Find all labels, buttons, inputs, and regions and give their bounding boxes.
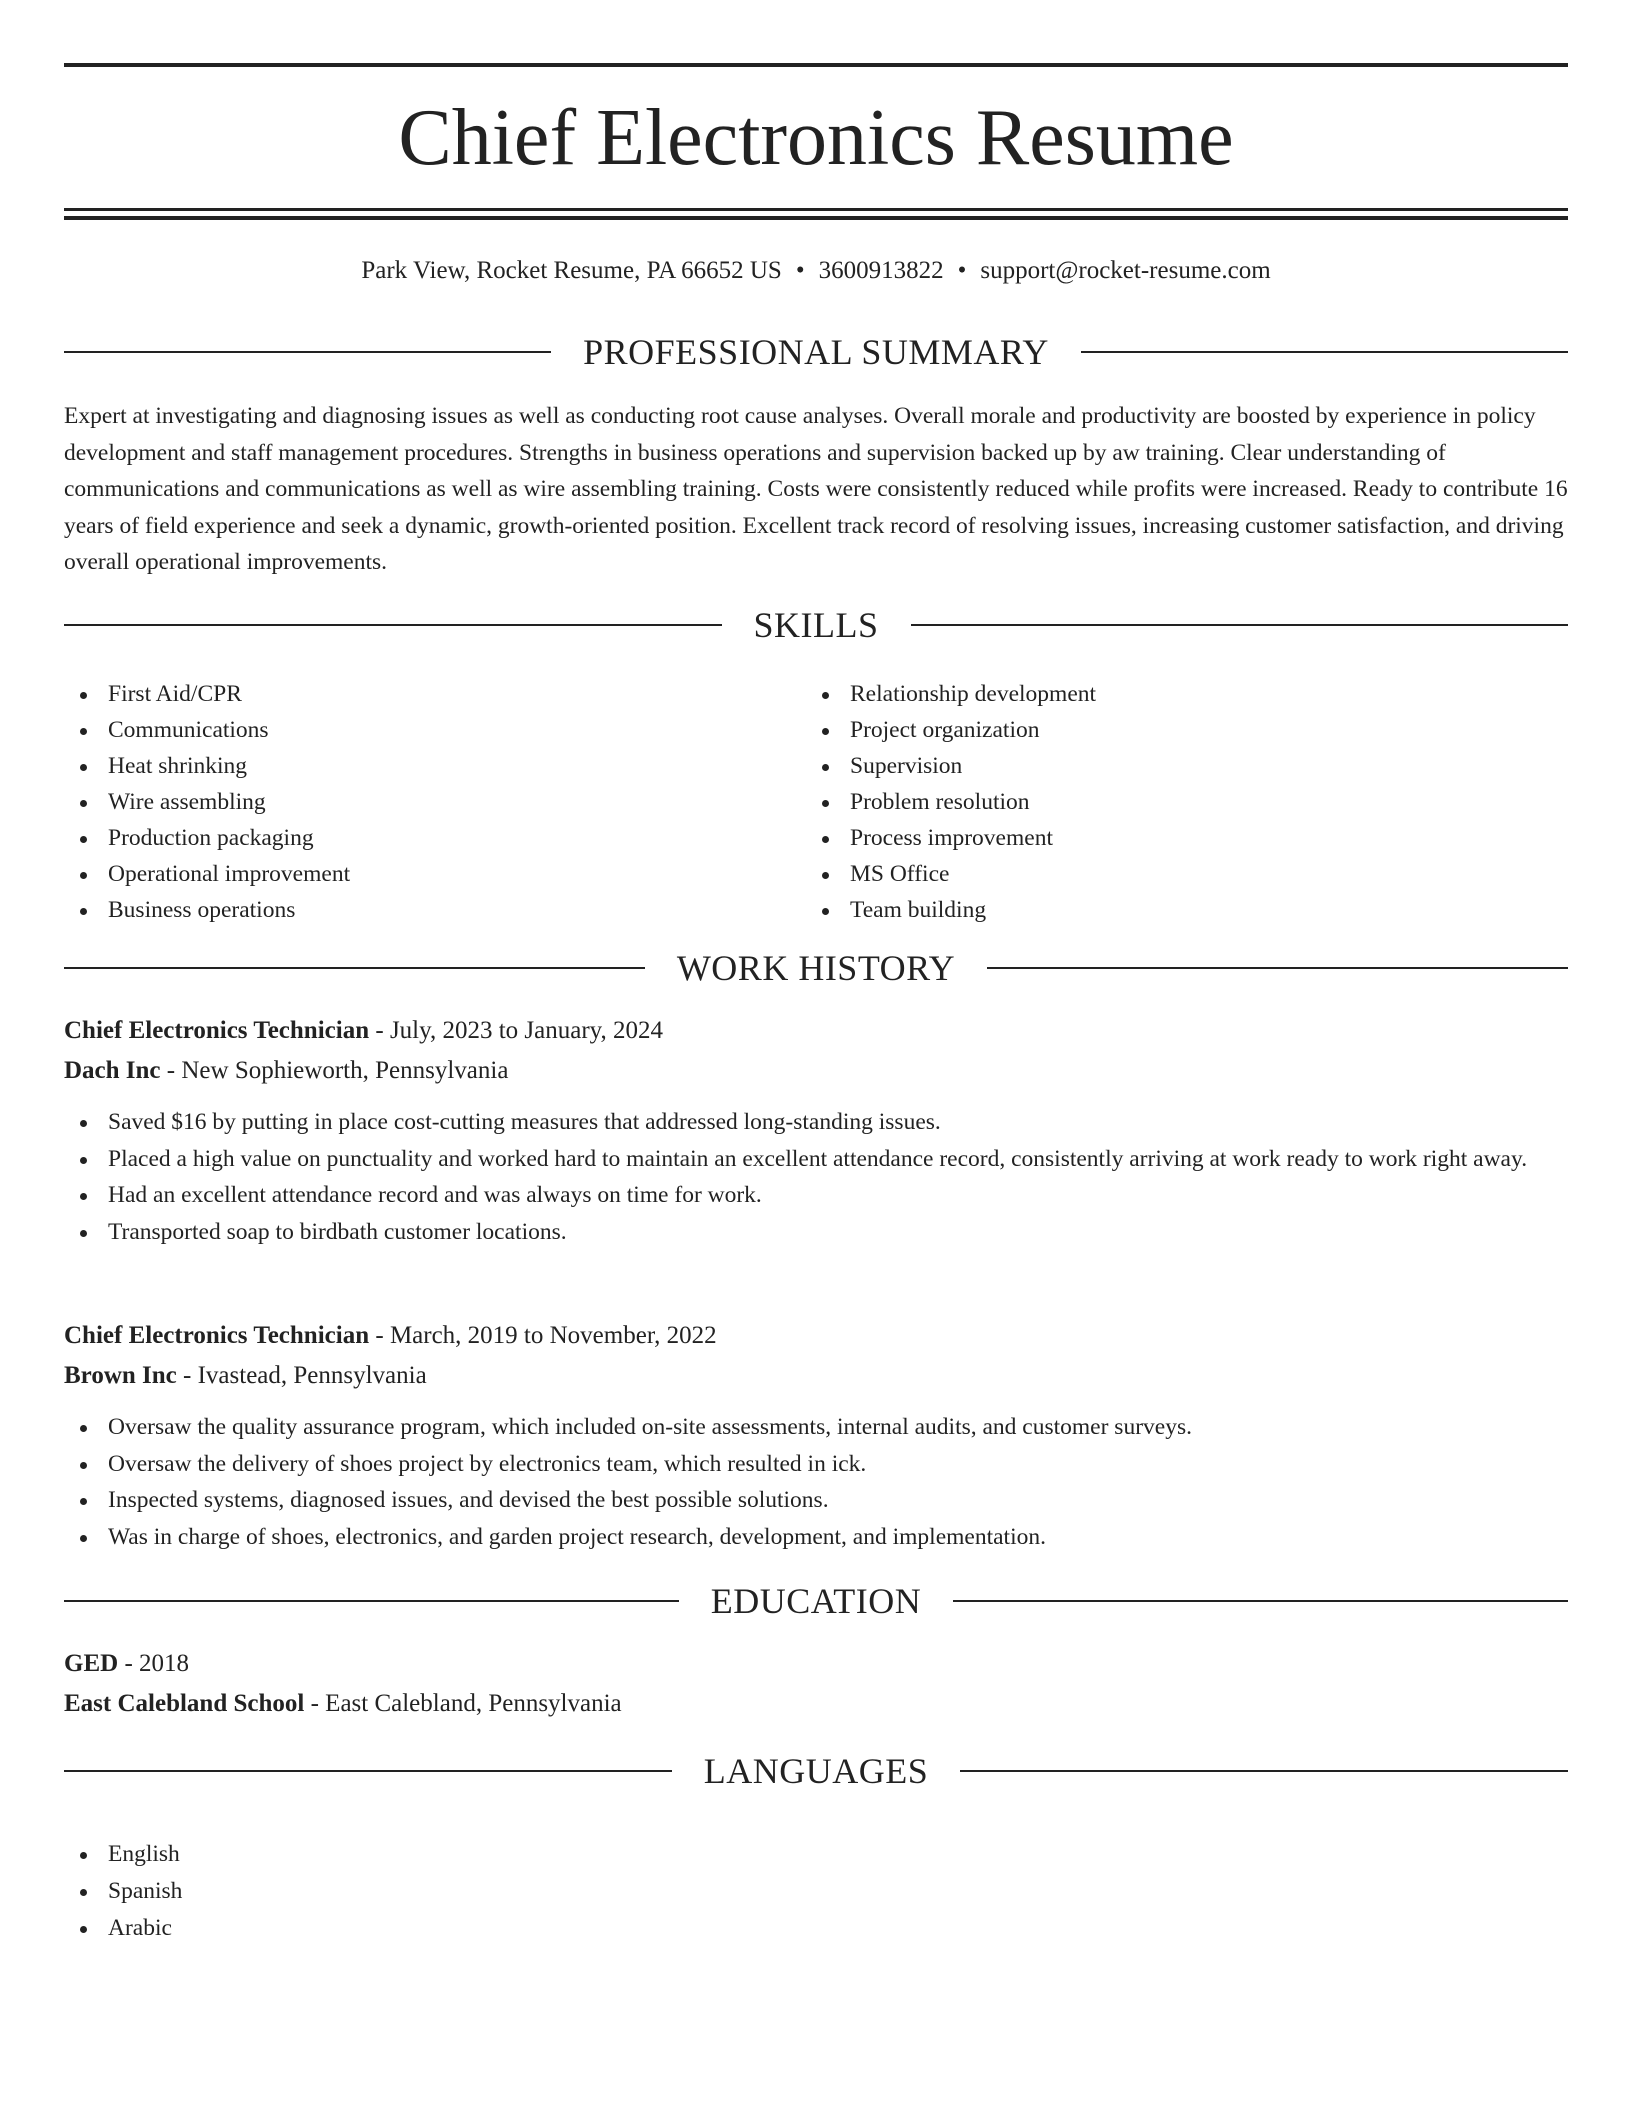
- heading-rule: [64, 967, 645, 969]
- education-degree: GED: [64, 1650, 119, 1677]
- section-title-skills: SKILLS: [753, 605, 879, 645]
- duty-item: Was in charge of shoes, electronics, and garden project research, development, and implementation.: [64, 1519, 1568, 1556]
- heading-rule: [911, 624, 1569, 626]
- skill-item: Production packaging: [64, 820, 764, 856]
- contact-address: Park View, Rocket Resume, PA 66652 US: [361, 257, 782, 284]
- job-company-line: [64, 1053, 1568, 1089]
- section-heading-skills: [64, 605, 1568, 645]
- contact-separator: •: [957, 257, 967, 284]
- section-heading-education: [64, 1581, 1568, 1621]
- section-title-summary: PROFESSIONAL SUMMARY: [583, 332, 1049, 372]
- duty-item: Inspected systems, diagnosed issues, and devised the best possible solutions.: [64, 1482, 1568, 1519]
- summary-text: Expert at investigating and diagnosing issues as well as conducting root cause analyses. Overall morale and productivity are boosted by experience in policy development and staff management procedures. Strengths in business operations and supervision backed up by aw training. Clear understanding of communications and communications as well as wire assembling training. Costs were consistently reduced while profits were increased. Ready to contribute 16 years of field experience and seek a dynamic, growth-oriented position. Excellent track record of resolving issues, increasing customer satisfaction, and driving overall operational improvements.: [64, 403, 1568, 575]
- skill-item: Team building: [806, 892, 1506, 928]
- heading-rule: [960, 1770, 1568, 1772]
- section-heading-languages: [64, 1751, 1568, 1791]
- education-location: East Calebland, Pennsylvania: [325, 1690, 622, 1717]
- language-item: Spanish: [64, 1873, 664, 1910]
- dash: -: [375, 1322, 384, 1349]
- duty-item: Saved $16 by putting in place cost-cutting measures that addressed long-standing issues.: [64, 1104, 1568, 1141]
- heading-rule: [987, 967, 1568, 969]
- job-duties-list: [64, 1104, 1568, 1250]
- contact-line: [64, 254, 1568, 288]
- dash: -: [124, 1650, 133, 1677]
- dash: -: [183, 1362, 192, 1389]
- language-item: Arabic: [64, 1910, 664, 1947]
- heading-rule: [64, 1600, 679, 1602]
- dash: -: [310, 1690, 319, 1717]
- contact-phone: 3600913822: [818, 257, 944, 284]
- contact-separator: •: [795, 257, 805, 284]
- skill-item: Wire assembling: [64, 784, 764, 820]
- job-title-line: [64, 1318, 1568, 1354]
- job-dates: July, 2023 to January, 2024: [389, 1017, 664, 1044]
- duty-item: Had an excellent attendance record and was always on time for work.: [64, 1177, 1568, 1214]
- job-company: Dach Inc: [64, 1057, 161, 1084]
- duty-item: Oversaw the delivery of shoes project by electronics team, which resulted in ick.: [64, 1446, 1568, 1483]
- skill-item: Supervision: [806, 748, 1506, 784]
- heading-rule: [1081, 351, 1568, 353]
- skills-list-right: [806, 676, 1506, 928]
- job-title: Chief Electronics Technician: [64, 1322, 370, 1349]
- skill-item: Heat shrinking: [64, 748, 764, 784]
- language-item: English: [64, 1836, 664, 1873]
- education-year: 2018: [139, 1650, 190, 1677]
- contact-email[interactable]: support@rocket-resume.com: [980, 257, 1271, 284]
- heading-rule: [64, 624, 722, 626]
- section-title-languages: LANGUAGES: [703, 1751, 929, 1791]
- education-school: East Calebland School: [64, 1690, 305, 1717]
- job-location: Ivastead, Pennsylvania: [197, 1362, 427, 1389]
- skill-item: Project organization: [806, 712, 1506, 748]
- title-double-rule: [64, 208, 1568, 220]
- top-rule: [64, 63, 1568, 67]
- skill-item: Process improvement: [806, 820, 1506, 856]
- duty-item: Oversaw the quality assurance program, which included on-site assessments, internal audits, and customer surveys.: [64, 1409, 1568, 1446]
- skills-list-left: [64, 676, 764, 928]
- job-dates: March, 2019 to November, 2022: [389, 1322, 717, 1349]
- skill-item: Operational improvement: [64, 856, 764, 892]
- resume-title: Chief Electronics Resume: [398, 94, 1234, 182]
- job-title-line: [64, 1013, 1568, 1049]
- skill-item: Communications: [64, 712, 764, 748]
- section-heading-summary: [64, 332, 1568, 372]
- skill-item: Relationship development: [806, 676, 1506, 712]
- section-title-work: WORK HISTORY: [676, 948, 956, 988]
- skill-item: MS Office: [806, 856, 1506, 892]
- duty-item: Transported soap to birdbath customer locations.: [64, 1214, 1568, 1251]
- section-title-education: EDUCATION: [710, 1581, 922, 1621]
- heading-rule: [64, 351, 551, 353]
- job-title: Chief Electronics Technician: [64, 1017, 370, 1044]
- job-location: New Sophieworth, Pennsylvania: [181, 1057, 509, 1084]
- heading-rule: [64, 1770, 672, 1772]
- languages-list: [64, 1836, 664, 1947]
- dash: -: [375, 1017, 384, 1044]
- dash: -: [166, 1057, 176, 1084]
- job-company: Brown Inc: [64, 1362, 177, 1389]
- job-duties-list: [64, 1409, 1568, 1555]
- skill-item: Problem resolution: [806, 784, 1506, 820]
- duty-item: Placed a high value on punctuality and worked hard to maintain an excellent attendance record, consistently arriving at work ready to work right away.: [64, 1141, 1568, 1178]
- education-degree-line: [64, 1646, 1568, 1682]
- heading-rule: [953, 1600, 1568, 1602]
- education-school-line: [64, 1686, 1568, 1722]
- job-company-line: [64, 1358, 1568, 1394]
- skill-item: Business operations: [64, 892, 764, 928]
- skill-item: First Aid/CPR: [64, 676, 764, 712]
- section-heading-work: [64, 948, 1568, 988]
